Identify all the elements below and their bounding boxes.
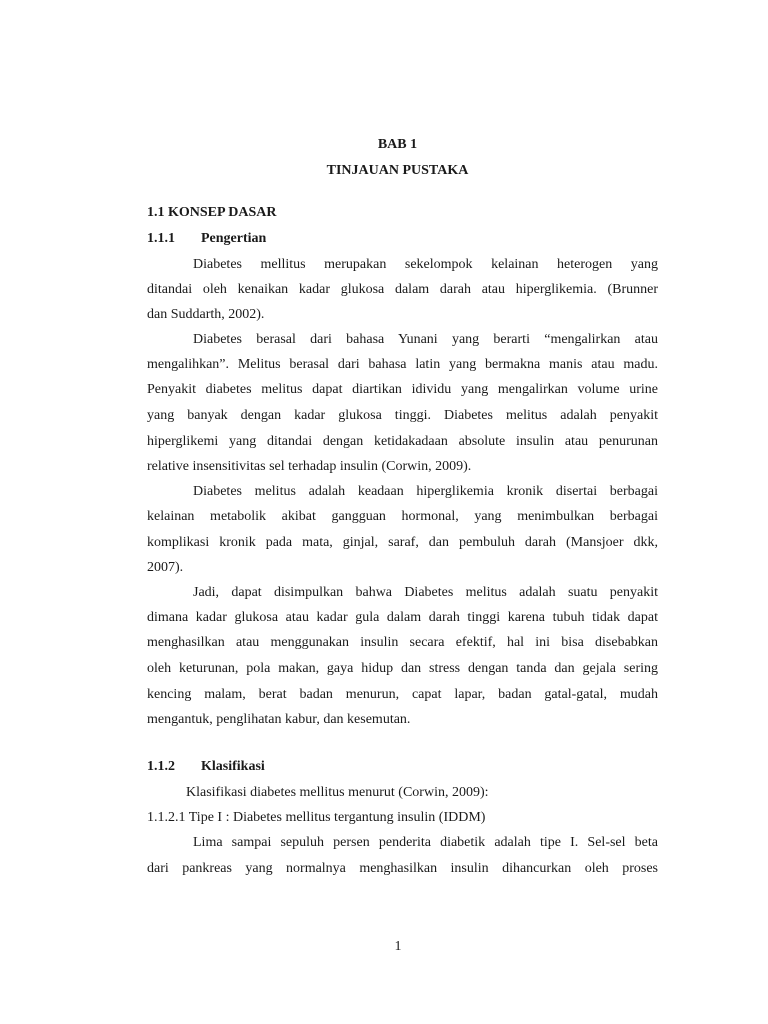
paragraph-line: mengalihkan”. Melitus berasal dari bahasa latin yang bermakna manis atau madu. [147, 357, 658, 372]
section-title: Pengertian [201, 231, 267, 246]
paragraph-line: Jadi, dapat disimpulkan bahwa Diabetes melitus adalah suatu penyakit [193, 585, 658, 600]
paragraph-line: dan Suddarth, 2002). [147, 307, 265, 322]
paragraph-line: kelainan metabolik akibat gangguan hormonal, yang menimbulkan berbagai [147, 509, 658, 524]
paragraph-line: Lima sampai sepuluh persen penderita diabetik adalah tipe I. Sel-sel beta [193, 835, 658, 850]
section-heading-konsep-dasar: 1.1 KONSEP DASAR [147, 205, 277, 220]
paragraph-line: Penyakit diabetes melitus dapat diartikan idividu yang mengalirkan volume urine [147, 382, 658, 397]
paragraph-line: dimana kadar glukosa atau kadar gula dalam darah tinggi karena tubuh tidak dapat [147, 610, 658, 625]
paragraph-line: Diabetes mellitus merupakan sekelompok kelainan heterogen yang [193, 257, 658, 272]
section-heading-pengertian [147, 231, 266, 247]
paragraph-line: 2007). [147, 560, 184, 575]
paragraph-line: dari pankreas yang normalnya menghasilkan insulin dihancurkan oleh proses [147, 861, 658, 876]
section-number: 1.1.2 [147, 759, 175, 774]
classification-intro: Klasifikasi diabetes mellitus menurut (Corwin, 2009): [186, 785, 489, 800]
paragraph-line: mengantuk, penglihatan kabur, dan kesemutan. [147, 712, 411, 727]
paragraph-line: yang banyak dengan kadar glukosa tinggi. Diabetes melitus adalah penyakit [147, 408, 658, 423]
section-number: 1.1.1 [147, 231, 175, 246]
paragraph-line: Diabetes berasal dari bahasa Yunani yang berarti “mengalirkan atau [193, 332, 658, 347]
paragraph-line: Diabetes melitus adalah keadaan hiperglikemia kronik disertai berbagai [193, 484, 658, 499]
paragraph-line: relative insensitivitas sel terhadap insulin (Corwin, 2009). [147, 459, 472, 474]
paragraph-line: menghasilkan atau menggunakan insulin secara efektif, hal ini bisa disebabkan [147, 635, 658, 650]
subheading-tipe-1: 1.1.2.1 Tipe I : Diabetes mellitus tergantung insulin (IDDM) [147, 810, 486, 825]
section-title: Klasifikasi [201, 759, 265, 774]
chapter-label: BAB 1 [377, 137, 418, 152]
paragraph-line: ditandai oleh kenaikan kadar glukosa dalam darah atau hiperglikemia. (Brunner [147, 282, 658, 297]
chapter-title: TINJAUAN PUSTAKA [326, 163, 469, 178]
paragraph-line: oleh keturunan, pola makan, gaya hidup dan stress dengan tanda dan gejala sering [147, 661, 658, 676]
section-heading-klasifikasi [147, 759, 265, 775]
paragraph-line: kencing malam, berat badan menurun, capat lapar, badan gatal-gatal, mudah [147, 687, 658, 702]
page-number: 1 [394, 939, 402, 954]
paragraph-line: hiperglikemi yang ditandai dengan ketidakadaan absolute insulin atau penurunan [147, 434, 658, 449]
paragraph-line: komplikasi kronik pada mata, ginjal, saraf, dan pembuluh darah (Mansjoer dkk, [147, 535, 658, 550]
